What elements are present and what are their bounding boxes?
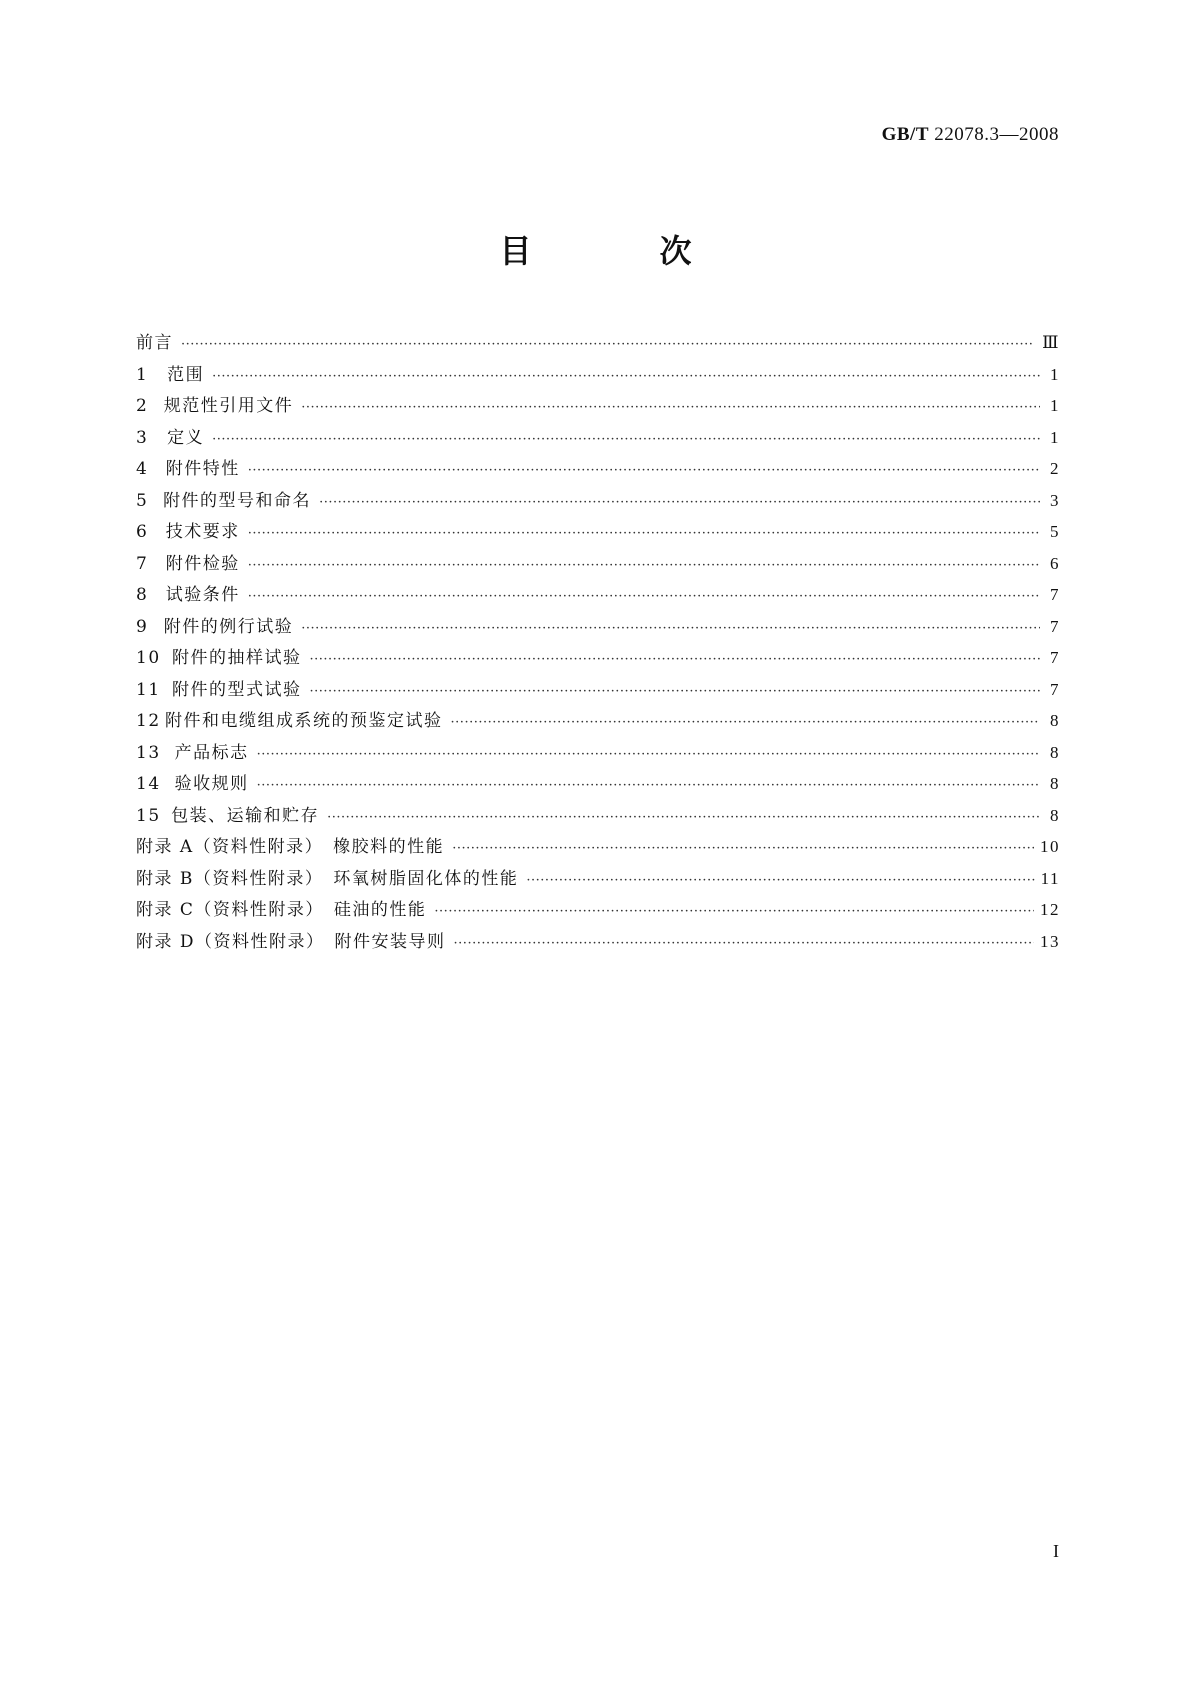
toc-entry-label: 定义 (167, 427, 205, 448)
toc-entry[interactable] (136, 832, 1060, 864)
toc-entry-label: 前言 (136, 333, 173, 353)
standard-code-prefix: GB/T (881, 124, 929, 145)
toc-entry-page: Ⅲ (1042, 333, 1060, 352)
toc-entry-page: 1 (1050, 396, 1060, 415)
toc-entry-number: 6 (136, 522, 149, 542)
toc-entry-page: 8 (1050, 774, 1060, 793)
toc-leader-dots (452, 841, 1034, 856)
toc-leader-dots (310, 684, 1041, 699)
toc-entry-label: 规范性引用文件 (163, 396, 294, 416)
toc-leader-dots (454, 936, 1034, 951)
toc-entry-page: 6 (1050, 553, 1060, 573)
toc-entry-label: 附件的例行试验 (163, 616, 294, 637)
toc-entry-page: 8 (1050, 711, 1060, 730)
toc-entry-page: 8 (1050, 805, 1060, 825)
toc-entry-label: 产品标志 (174, 742, 249, 763)
toc-entry-page: 7 (1050, 585, 1060, 604)
toc-entry[interactable] (136, 580, 1060, 612)
toc-leader-dots (327, 810, 1040, 825)
toc-entry-label: 技术要求 (165, 522, 240, 542)
toc-entry-page: 8 (1050, 742, 1060, 762)
toc-entry-page: 7 (1050, 648, 1060, 667)
toc-entry[interactable] (136, 328, 1060, 360)
toc-entry-number: 11 (136, 679, 161, 700)
toc-leader-dots (301, 400, 1040, 415)
toc-entry-label: 附件的型号和命名 (163, 490, 312, 511)
toc-entry-label: 附件和电缆组成系统的预鉴定试验 (165, 711, 443, 731)
toc-entry[interactable] (136, 769, 1060, 801)
toc-leader-dots (248, 589, 1040, 604)
toc-entry-label: 验收规则 (174, 774, 249, 794)
toc-entry[interactable] (136, 423, 1060, 455)
toc-entry-number: 5 (136, 490, 149, 511)
toc-leader-dots (310, 652, 1041, 667)
toc-entry-page: 5 (1050, 522, 1060, 541)
standard-code (882, 124, 1059, 146)
toc-entry-label: 附件特性 (165, 459, 240, 479)
toc-entry-page: 11 (1040, 868, 1060, 888)
toc-entry-page: 13 (1040, 931, 1060, 951)
toc-entry-page: 7 (1050, 679, 1060, 699)
toc-entry-number: 15 (136, 805, 161, 826)
toc-entry[interactable] (136, 486, 1060, 518)
toc-entry-label: 附件检验 (165, 553, 240, 574)
toc-entry[interactable] (136, 517, 1060, 549)
toc-entry[interactable] (136, 549, 1060, 581)
toc-entry-label: 附录 D（资料性附录） 附件安装导则 (136, 931, 446, 952)
toc-entry[interactable] (136, 454, 1060, 486)
page-title: 目 次 (499, 232, 740, 270)
toc-entry-number: 10 (136, 648, 161, 668)
toc-entry-page: 10 (1040, 837, 1060, 856)
toc-entry[interactable] (136, 612, 1060, 644)
toc-entry-number: 4 (136, 459, 149, 479)
table-of-contents (136, 328, 1060, 958)
toc-leader-dots (301, 621, 1040, 636)
toc-entry-number: 13 (136, 742, 161, 763)
toc-leader-dots (257, 778, 1040, 793)
toc-leader-dots (434, 904, 1034, 919)
toc-entry-number: 2 (136, 396, 149, 416)
toc-leader-dots (212, 432, 1040, 447)
toc-entry-label: 范围 (167, 364, 205, 385)
toc-entry[interactable] (136, 895, 1060, 927)
toc-entry-page: 3 (1050, 490, 1060, 510)
toc-entry-number: 8 (136, 585, 149, 605)
toc-entry-label: 试验条件 (165, 585, 240, 605)
toc-leader-dots (526, 873, 1034, 888)
toc-entry[interactable] (136, 801, 1060, 833)
toc-entry-number: 1 (136, 364, 149, 385)
toc-leader-dots (257, 747, 1040, 762)
toc-entry-label: 附录 B（资料性附录） 环氧树脂固化体的性能 (136, 868, 519, 889)
toc-entry[interactable] (136, 738, 1060, 770)
toc-entry-label: 附录 C（资料性附录） 硅油的性能 (136, 900, 427, 920)
toc-leader-dots (248, 558, 1040, 573)
toc-entry-number: 3 (136, 427, 149, 448)
toc-entry-page: 1 (1050, 427, 1060, 447)
toc-entry-label: 包装、运输和贮存 (171, 805, 320, 826)
toc-leader-dots (248, 526, 1040, 541)
toc-entry[interactable] (136, 360, 1060, 392)
toc-entry-number: 7 (136, 553, 149, 574)
toc-entry[interactable] (136, 706, 1060, 738)
toc-entry-label: 附录 A（资料性附录） 橡胶料的性能 (136, 837, 445, 857)
toc-entry-label: 附件的抽样试验 (172, 648, 302, 668)
toc-entry-page: 1 (1050, 364, 1060, 384)
toc-entry[interactable] (136, 675, 1060, 707)
toc-entry-number: 9 (136, 616, 149, 637)
page-number: I (1053, 1541, 1059, 1561)
toc-entry[interactable] (136, 643, 1060, 675)
toc-leader-dots (319, 495, 1040, 510)
toc-entry-number: 12 (136, 711, 161, 731)
standard-code-number: 22078.3—2008 (934, 124, 1059, 145)
toc-entry-label: 附件的型式试验 (172, 679, 302, 700)
toc-entry[interactable] (136, 864, 1060, 896)
toc-leader-dots (181, 337, 1036, 352)
toc-entry[interactable] (136, 927, 1060, 959)
toc-leader-dots (451, 715, 1040, 730)
toc-entry-page: 12 (1040, 900, 1060, 919)
toc-leader-dots (248, 463, 1040, 478)
toc-entry[interactable] (136, 391, 1060, 423)
toc-entry-page: 2 (1050, 459, 1060, 478)
toc-leader-dots (212, 369, 1040, 384)
toc-entry-number: 14 (136, 774, 161, 794)
toc-entry-page: 7 (1050, 616, 1060, 636)
